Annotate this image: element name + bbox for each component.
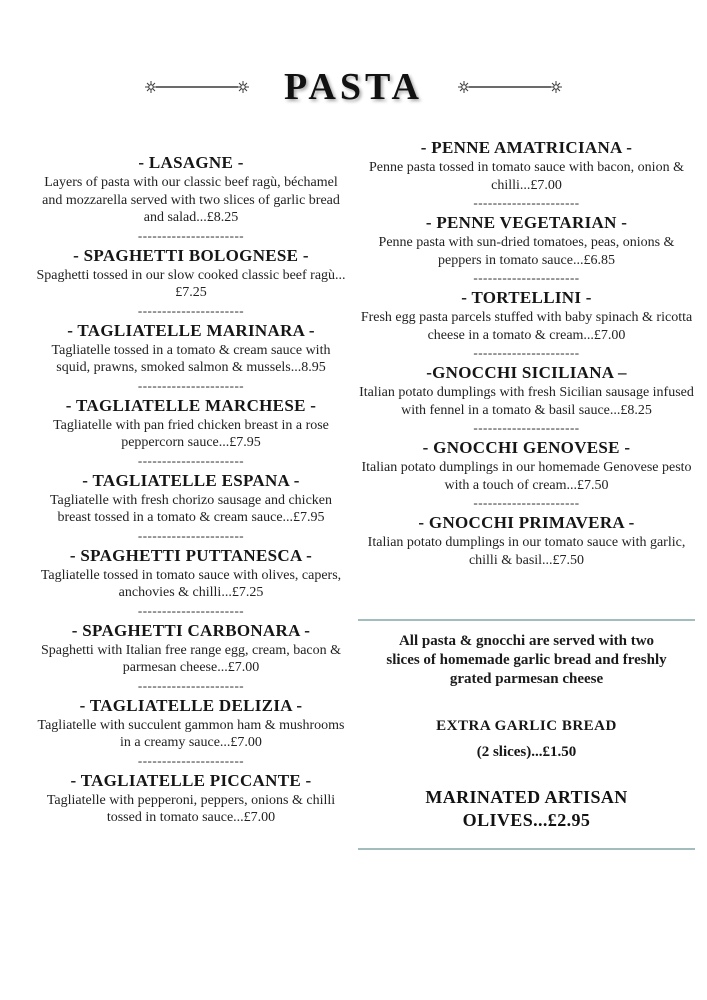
extra-garlic-bread-price: (2 slices)...£1.50 xyxy=(476,744,577,760)
separator: ---------------------- xyxy=(137,452,245,468)
menu-item-tagliatelle-marinara xyxy=(35,320,347,393)
menu-item-tagliatelle-espana xyxy=(35,470,347,543)
menu-item-desc: Tagliatelle with pepperoni, peppers, onions & chilli tossed in tomato sauce...£7.00 xyxy=(46,792,336,825)
menu-item-name: - TAGLIATELLE PICCANTE - xyxy=(70,770,312,790)
menu-item-name: - GNOCCHI PRIMAVERA - xyxy=(418,513,635,532)
menu-item-penne-amatriciana xyxy=(358,137,695,210)
menu-item-desc: Layers of pasta with our classic beef ragù, béchamel and mozzarella served with two slices of garlic bread and salad...£8.25 xyxy=(42,175,340,225)
menu-item-gnocchi-siciliana xyxy=(358,362,695,435)
menu-item-desc: Tagliatelle tossed in a tomato & cream sauce with squid, prawns, smoked salmon & mussels...8.95 xyxy=(51,342,331,375)
menu-item-name: - TAGLIATELLE MARINARA - xyxy=(67,320,315,340)
menu-item-name: - SPAGHETTI BOLOGNESE - xyxy=(73,245,309,265)
separator: ---------------------- xyxy=(473,495,580,510)
menu-item-gnocchi-primavera xyxy=(358,512,695,569)
menu-item-name: - SPAGHETTI PUTTANESCA - xyxy=(69,545,313,565)
menu-item-gnocchi-genovese xyxy=(358,437,695,510)
separator: ---------------------- xyxy=(137,602,245,618)
menu-item-desc: Tagliatelle tossed in tomato sauce with olives, capers, anchovies & chilli...£7.25 xyxy=(40,567,342,600)
separator: ---------------------- xyxy=(137,377,245,393)
extra-garlic-bread-name: EXTRA GARLIC BREAD xyxy=(436,718,617,734)
menu-item-name: - LASAGNE - xyxy=(138,153,244,172)
menu-item-name: - TAGLIATELLE ESPANA - xyxy=(82,470,300,490)
menu-item-desc: Penne pasta tossed in tomato sauce with bacon, onion & chilli...£7.00 xyxy=(369,160,684,193)
separator: ---------------------- xyxy=(137,302,245,318)
menu-item-spaghetti-carbonara xyxy=(35,620,347,693)
menu-item-desc: Spaghetti tossed in our slow cooked classic beef ragù...£7.25 xyxy=(36,267,346,300)
menu-item-name: - TAGLIATELLE DELIZIA - xyxy=(79,695,303,715)
menu-item-desc: Penne pasta with sun-dried tomatoes, peas, onions & peppers in tomato sauce...£6.85 xyxy=(378,235,675,268)
separator: ---------------------- xyxy=(137,527,245,543)
flourish-left-icon xyxy=(144,79,250,95)
menu-item-name: - GNOCCHI GENOVESE - xyxy=(422,438,631,457)
menu-item-desc: Tagliatelle with succulent gammon ham & mushrooms in a creamy sauce...£7.00 xyxy=(37,717,345,750)
menu-item-lasagne xyxy=(35,152,347,243)
menu-item-name: - SPAGHETTI CARBONARA - xyxy=(71,620,311,640)
page-title: PASTA xyxy=(284,66,423,108)
separator: ---------------------- xyxy=(473,345,580,360)
menu-item-tagliatelle-marchese xyxy=(35,395,347,468)
menu-item-spaghetti-bolognese xyxy=(35,245,347,318)
menu-item-penne-vegetarian xyxy=(358,212,695,285)
menu-item-name: - PENNE VEGETARIAN - xyxy=(425,213,628,232)
menu-item-desc: Spaghetti with Italian free range egg, cream, bacon & parmesan cheese...£7.00 xyxy=(40,642,342,675)
menu-item-tagliatelle-piccante xyxy=(35,770,347,827)
menu-item-name: - TAGLIATELLE MARCHESE - xyxy=(65,395,317,415)
note-box xyxy=(358,619,695,850)
separator: ---------------------- xyxy=(137,227,245,243)
separator: ---------------------- xyxy=(473,420,580,435)
menu-item-tortellini xyxy=(358,287,695,360)
menu-item-desc: Fresh egg pasta parcels stuffed with baby spinach & ricotta cheese in a tomato & cream...£7.00 xyxy=(360,310,693,343)
menu-item-name: - PENNE AMATRICIANA - xyxy=(420,138,633,157)
separator: ---------------------- xyxy=(137,752,245,768)
menu-item-desc: Italian potato dumplings in our tomato sauce with garlic, chilli & basil...£7.50 xyxy=(367,535,686,568)
page-header xyxy=(0,68,707,106)
separator: ---------------------- xyxy=(473,195,580,210)
menu-item-spaghetti-puttanesca xyxy=(35,545,347,618)
separator: ---------------------- xyxy=(473,270,580,285)
note-text: All pasta & gnocchi are served with two slices of homemade garlic bread and freshly grated parmesan cheese xyxy=(386,633,667,687)
menu-item-desc: Tagliatelle with pan fried chicken breast in a rose peppercorn sauce...£7.95 xyxy=(53,417,329,450)
menu-item-desc: Italian potato dumplings with fresh Sicilian sausage infused with fennel in a tomato & basil sauce...£8.25 xyxy=(359,385,694,418)
flourish-right-icon xyxy=(457,79,563,95)
menu-item-name: -GNOCCHI SICILIANA – xyxy=(426,363,627,382)
menu-item-name: - TORTELLINI - xyxy=(461,288,592,307)
menu-column-right xyxy=(358,137,695,850)
separator: ---------------------- xyxy=(137,677,245,693)
menu-item-desc: Tagliatelle with fresh chorizo sausage and chicken breast tossed in a tomato & cream sauce...£7.95 xyxy=(49,492,333,525)
menu-item-tagliatelle-delizia xyxy=(35,695,347,768)
menu-column-left xyxy=(35,152,347,827)
marinated-olives-item: MARINATED ARTISAN OLIVES...£2.95 xyxy=(425,787,628,830)
menu-item-desc: Italian potato dumplings in our homemade Genovese pesto with a touch of cream...£7.50 xyxy=(361,460,692,493)
